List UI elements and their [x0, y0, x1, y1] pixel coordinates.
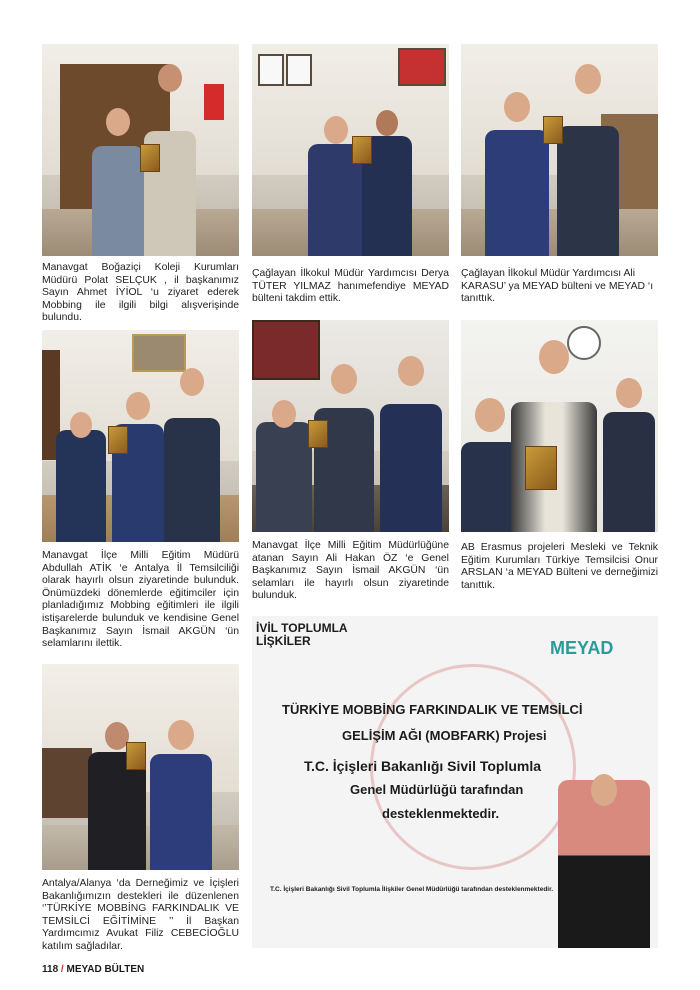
photo-1 [42, 44, 239, 256]
banner-footer-line: T.C. İçişleri Bakanlığı Sivil Toplumla İlişkiler Genel Müdürlüğü tarafından desteklenmektedir. [270, 886, 554, 893]
banner-line-2: GELİŞİM AĞI (MOBFARK) Projesi [342, 728, 547, 743]
caption-7: Antalya/Alanya ‘da Derneğimiz ve İçişleri Bakanlığımızın destekleri ile düzenlenen ‘’TÜRKİYE MOBBİNG FARKINDALIK VE TEMSİLCİ EĞİTİMİNE ’’ İl Başkan Yardımcımız Avukat Filiz CEBECİOĞLU katılım sağladılar. [42, 878, 239, 952]
photo-3 [461, 44, 658, 256]
caption-1: Manavgat Boğaziçi Koleji Kurumları Müdürü Polat SELÇUK , il başkanımız Sayın Ahmet İYİOL ‘u ziyaret ederek Mobbing ile ilgili bilgi alışverişinde bulundu. [42, 262, 239, 324]
person [88, 700, 146, 870]
person [511, 332, 597, 532]
banner-line-1: TÜRKİYE MOBBİNG FARKINDALIK VE TEMSİLCİ [282, 702, 583, 717]
person [485, 70, 549, 256]
photo-5 [252, 320, 449, 532]
person [308, 86, 364, 256]
caption-6: AB Erasmus projeleri Mesleki ve Teknik Eğitim Kurumları Türkiye Temsilcisi Onur ARSLAN ‘a MEYAD Bülteni ve derneğimizi tanıttık. [461, 542, 658, 591]
publication-name: MEYAD BÜLTEN [66, 964, 145, 975]
caption-4: Manavgat İlçe Milli Eğitim Müdürü Abdullah ATİK ‘e Antalya İl Temsilciliği olarak hayırlı olsun ziyaretinde bulunduk. Önümüzdeki dönemlerde eğitimciler için planladığımız Mobbing eğitimleri ile ilgili istişarelerde bulunduk ve kendisine Genel Başkanımız Sayın İsmail AKGÜN ‘ün selamlarını ilettik. [42, 550, 239, 650]
person [150, 700, 212, 870]
photo-6 [461, 320, 658, 532]
person [92, 76, 144, 256]
photo-2 [252, 44, 449, 256]
person [56, 376, 106, 542]
caption-5: Manavgat İlçe Milli Eğitim Müdürlüğüne atanan Sayın Ali Hakan ÖZ ‘e Genel Başkanımız Sayın İsmail AKGÜN ‘ün selamları ile hayırlı olsun ziyaretinde bulunduk. [252, 540, 449, 602]
person [558, 696, 650, 948]
banner-line-3: T.C. İçişleri Bakanlığı Sivil Toplumla [304, 758, 542, 774]
person [164, 356, 220, 542]
caption-3: Çağlayan İlkokul Müdür Yardımcısı Ali KARASU’ ya MEYAD bülteni ve MEYAD ‘ı tanıttık. [461, 268, 654, 305]
banner-line-4: Genel Müdürlüğü tarafından [350, 782, 524, 797]
page-number: 118 [42, 964, 59, 975]
meyad-logo: MEYAD [550, 638, 614, 658]
person [380, 342, 442, 532]
banner-corner-text: İVİL TOPLUMLA LİŞKİLER [256, 621, 348, 648]
person [557, 56, 619, 256]
photo-7 [42, 664, 239, 870]
person [112, 366, 164, 542]
banner-line-5: desteklenmektedir. [382, 806, 500, 821]
page-footer [42, 964, 144, 975]
footer-separator: / [60, 964, 64, 975]
caption-2: Çağlayan İlkokul Müdür Yardımcısı Derya TÜTER YILMAZ hanımefendiye MEYAD bülteni takdim ettik. [252, 268, 449, 305]
person [603, 350, 655, 532]
person [362, 76, 412, 256]
person [256, 370, 312, 532]
photo-4 [42, 330, 239, 542]
mobfark-banner [252, 616, 658, 948]
